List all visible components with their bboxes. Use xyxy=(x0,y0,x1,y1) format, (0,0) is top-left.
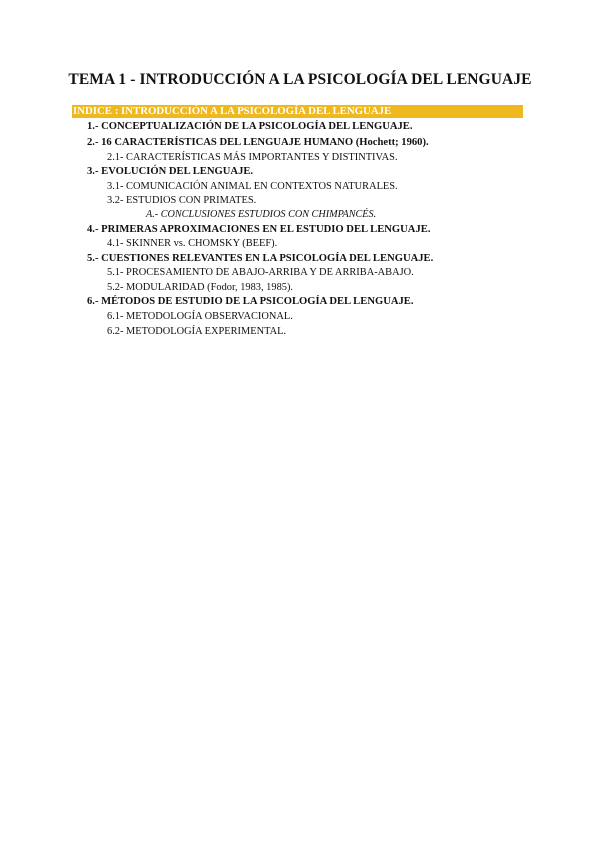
index-header-label: INDICE : INTRODUCCIÓN A LA PSICOLOGÍA DEL LENGUAJE xyxy=(73,105,392,117)
toc-item: 6.- MÉTODOS DE ESTUDIO DE LA PSICOLOGÍA DEL LENGUAJE. xyxy=(87,296,414,307)
index-header-bar xyxy=(72,105,523,118)
toc-subsubitem: A.- CONCLUSIONES ESTUDIOS CON CHIMPANCÉS. xyxy=(146,209,377,220)
toc-subitem: 3.2- ESTUDIOS CON PRIMATES. xyxy=(107,195,257,206)
toc-item: 2.- 16 CARACTERÍSTICAS DEL LENGUAJE HUMANO (Hochett; 1960). xyxy=(87,137,429,148)
toc-subitem: 5.1- PROCESAMIENTO DE ABAJO-ARRIBA Y DE ARRIBA-ABAJO. xyxy=(107,267,414,278)
toc-item: 1.- CONCEPTUALIZACIÓN DE LA PSICOLOGÍA DEL LENGUAJE. xyxy=(87,121,413,132)
toc-subitem: 5.2- MODULARIDAD (Fodor, 1983, 1985). xyxy=(107,282,294,293)
toc-subitem: 3.1- COMUNICACIÓN ANIMAL EN CONTEXTOS NATURALES. xyxy=(107,181,398,192)
toc-subitem: 6.1- METODOLOGÍA OBSERVACIONAL. xyxy=(107,311,293,322)
toc-subitem: 2.1- CARACTERÍSTICAS MÁS IMPORTANTES Y DISTINTIVAS. xyxy=(107,152,398,163)
page-title: TEMA 1 - INTRODUCCIÓN A LA PSICOLOGÍA DEL LENGUAJE xyxy=(68,71,532,88)
toc-item: 4.- PRIMERAS APROXIMACIONES EN EL ESTUDIO DEL LENGUAJE. xyxy=(87,224,431,235)
toc-subitem: 4.1- SKINNER vs. CHOMSKY (BEEF). xyxy=(107,238,278,249)
toc-item: 3.- EVOLUCIÓN DEL LENGUAJE. xyxy=(87,166,254,177)
toc-item: 5.- CUESTIONES RELEVANTES EN LA PSICOLOGÍA DEL LENGUAJE. xyxy=(87,253,434,264)
toc-subitem: 6.2- METODOLOGÍA EXPERIMENTAL. xyxy=(107,326,287,337)
